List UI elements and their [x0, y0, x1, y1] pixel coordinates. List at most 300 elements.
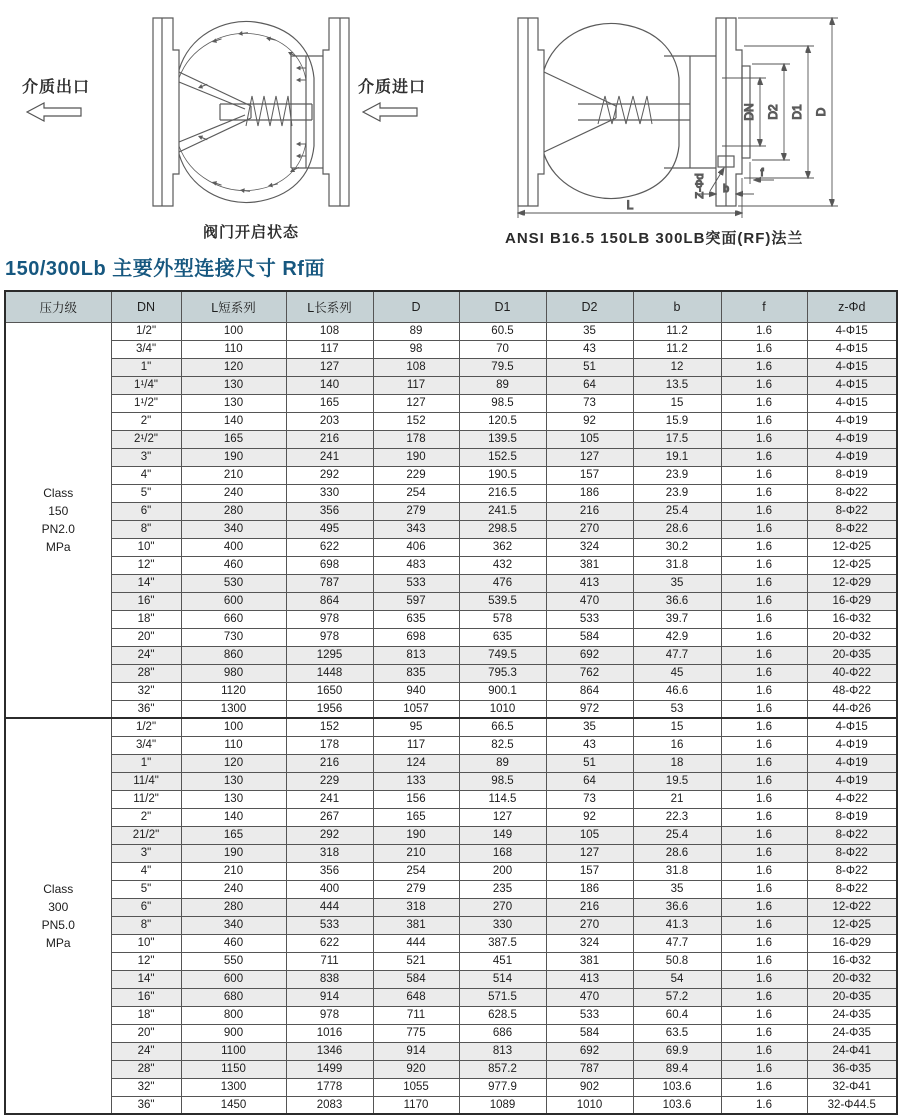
table-cell: 298.5 — [459, 520, 546, 538]
table-cell: 3/4" — [111, 340, 181, 358]
table-cell: 1150 — [181, 1060, 286, 1078]
table-cell: 15.9 — [633, 412, 721, 430]
table-cell: 3" — [111, 844, 181, 862]
table-cell: 1.6 — [721, 844, 807, 862]
table-cell: 117 — [373, 376, 459, 394]
table-cell: 1170 — [373, 1096, 459, 1114]
table-cell: 240 — [181, 880, 286, 898]
table-cell: 8" — [111, 520, 181, 538]
table-cell: 127 — [286, 358, 373, 376]
table-cell: 20-Φ32 — [807, 970, 897, 988]
table-cell: 254 — [373, 862, 459, 880]
pressure-class-cell — [5, 718, 111, 1114]
table-cell: 280 — [181, 898, 286, 916]
valve-dimension-drawing — [498, 6, 846, 222]
table-cell: 1.6 — [721, 682, 807, 700]
table-cell: 1¹/4" — [111, 376, 181, 394]
table-cell: 24" — [111, 646, 181, 664]
table-cell: 100 — [181, 718, 286, 736]
table-row — [5, 502, 897, 520]
table-cell: 864 — [286, 592, 373, 610]
dim-label-f: f — [760, 167, 764, 179]
table-cell: 1346 — [286, 1042, 373, 1060]
pressure-class-cell — [5, 322, 111, 718]
table-cell: 2¹/2" — [111, 430, 181, 448]
table-cell: 762 — [546, 664, 633, 682]
table-cell: 1.6 — [721, 808, 807, 826]
table-cell: 1.6 — [721, 556, 807, 574]
table-cell: 1.6 — [721, 916, 807, 934]
table-cell: 460 — [181, 556, 286, 574]
table-cell: 2083 — [286, 1096, 373, 1114]
table-cell: 413 — [546, 970, 633, 988]
table-cell: 1" — [111, 358, 181, 376]
table-cell: 857.2 — [459, 1060, 546, 1078]
pressure-class-line: PN2.0 — [41, 521, 75, 536]
table-cell: 20-Φ32 — [807, 628, 897, 646]
table-cell: 381 — [546, 952, 633, 970]
table-cell: 210 — [373, 844, 459, 862]
table-cell: 11/4" — [111, 772, 181, 790]
table-cell: 1.6 — [721, 646, 807, 664]
dimensions-table — [4, 290, 898, 1115]
table-cell: 12" — [111, 952, 181, 970]
pressure-class-line: 300 — [48, 900, 69, 914]
table-cell: 330 — [286, 484, 373, 502]
table-row — [5, 754, 897, 772]
table-cell: 530 — [181, 574, 286, 592]
table-cell: 178 — [373, 430, 459, 448]
table-row — [5, 934, 897, 952]
column-header: D — [373, 291, 459, 322]
table-cell: 216 — [546, 898, 633, 916]
table-cell: 31.8 — [633, 862, 721, 880]
table-row — [5, 538, 897, 556]
table-cell: 127 — [546, 844, 633, 862]
table-cell: 1.6 — [721, 754, 807, 772]
table-cell: 12-Φ25 — [807, 916, 897, 934]
table-cell: 1/2" — [111, 322, 181, 340]
table-cell: 1956 — [286, 700, 373, 718]
table-row — [5, 790, 897, 808]
table-cell: 1089 — [459, 1096, 546, 1114]
table-cell: 813 — [459, 1042, 546, 1060]
table-cell: 584 — [546, 628, 633, 646]
table-cell: 1295 — [286, 646, 373, 664]
table-cell: 533 — [546, 1006, 633, 1024]
table-cell: 749.5 — [459, 646, 546, 664]
table-row — [5, 844, 897, 862]
table-cell: 1.6 — [721, 628, 807, 646]
table-cell: 165 — [181, 430, 286, 448]
table-cell: 692 — [546, 1042, 633, 1060]
table-cell: 152 — [373, 412, 459, 430]
table-cell: 686 — [459, 1024, 546, 1042]
table-cell: 1.6 — [721, 988, 807, 1006]
column-header: b — [633, 291, 721, 322]
page-title: 150/300Lb 主要外型连接尺寸 Rf面 — [5, 258, 325, 280]
table-row — [5, 916, 897, 934]
table-cell: 12-Φ25 — [807, 538, 897, 556]
table-cell: 4-Φ15 — [807, 718, 897, 736]
table-cell: 476 — [459, 574, 546, 592]
table-cell: 130 — [181, 772, 286, 790]
table-cell: 1.6 — [721, 934, 807, 952]
table-cell: 533 — [546, 610, 633, 628]
table-cell: 1.6 — [721, 592, 807, 610]
table-cell: 32-Φ41 — [807, 1078, 897, 1096]
table-cell: 8-Φ22 — [807, 862, 897, 880]
table-row — [5, 862, 897, 880]
table-cell: 11.2 — [633, 322, 721, 340]
valve-cross-section-drawing — [150, 8, 352, 216]
table-cell: 4-Φ19 — [807, 412, 897, 430]
table-cell: 165 — [181, 826, 286, 844]
table-cell: 432 — [459, 556, 546, 574]
table-cell: 152.5 — [459, 448, 546, 466]
table-row — [5, 1006, 897, 1024]
table-cell: 216 — [286, 430, 373, 448]
table-cell: 406 — [373, 538, 459, 556]
table-cell: 4-Φ15 — [807, 340, 897, 358]
table-cell: 165 — [286, 394, 373, 412]
table-cell: 902 — [546, 1078, 633, 1096]
table-cell: 1016 — [286, 1024, 373, 1042]
table-cell: 270 — [546, 916, 633, 934]
table-cell: 444 — [286, 898, 373, 916]
table-cell: 381 — [546, 556, 633, 574]
table-cell: 920 — [373, 1060, 459, 1078]
table-cell: 10" — [111, 538, 181, 556]
table-row — [5, 412, 897, 430]
table-cell: 95 — [373, 718, 459, 736]
table-cell: 98.5 — [459, 394, 546, 412]
table-cell: 16-Φ29 — [807, 592, 897, 610]
table-cell: 216.5 — [459, 484, 546, 502]
table-cell: 1" — [111, 754, 181, 772]
table-cell: 51 — [546, 358, 633, 376]
table-cell: 1.6 — [721, 412, 807, 430]
table-header-row — [5, 291, 897, 322]
table-cell: 8-Φ22 — [807, 844, 897, 862]
table-row — [5, 1024, 897, 1042]
table-cell: 8-Φ22 — [807, 484, 897, 502]
table-cell: 400 — [181, 538, 286, 556]
table-row — [5, 466, 897, 484]
table-cell: 330 — [459, 916, 546, 934]
table-cell: 470 — [546, 988, 633, 1006]
table-cell: 978 — [286, 628, 373, 646]
table-cell: 795.3 — [459, 664, 546, 682]
table-cell: 1.6 — [721, 700, 807, 718]
table-cell: 1055 — [373, 1078, 459, 1096]
table-cell: 20" — [111, 1024, 181, 1042]
table-cell: 318 — [373, 898, 459, 916]
table-cell: 483 — [373, 556, 459, 574]
table-row — [5, 610, 897, 628]
column-header: f — [721, 291, 807, 322]
table-cell: 584 — [373, 970, 459, 988]
table-cell: 8-Φ19 — [807, 808, 897, 826]
table-cell: 98.5 — [459, 772, 546, 790]
table-cell: 270 — [546, 520, 633, 538]
table-cell: 24" — [111, 1042, 181, 1060]
table-cell: 860 — [181, 646, 286, 664]
table-cell: 787 — [546, 1060, 633, 1078]
table-cell: 977.9 — [459, 1078, 546, 1096]
table-cell: 127 — [373, 394, 459, 412]
table-cell: 127 — [546, 448, 633, 466]
table-cell: 47.7 — [633, 934, 721, 952]
table-cell: 800 — [181, 1006, 286, 1024]
table-cell: 635 — [459, 628, 546, 646]
table-cell: 89 — [459, 376, 546, 394]
table-cell: 41.3 — [633, 916, 721, 934]
table-cell: 117 — [286, 340, 373, 358]
table-cell: 838 — [286, 970, 373, 988]
table-cell: 254 — [373, 484, 459, 502]
table-cell: 521 — [373, 952, 459, 970]
table-cell: 54 — [633, 970, 721, 988]
table-cell: 120 — [181, 754, 286, 772]
table-row — [5, 394, 897, 412]
table-row — [5, 988, 897, 1006]
table-cell: 18" — [111, 610, 181, 628]
table-cell: 1.6 — [721, 1024, 807, 1042]
table-cell: 4-Φ19 — [807, 430, 897, 448]
table-row — [5, 826, 897, 844]
table-cell: 24-Φ35 — [807, 1006, 897, 1024]
table-row — [5, 700, 897, 718]
table-cell: 1.6 — [721, 826, 807, 844]
table-cell: 324 — [546, 934, 633, 952]
table-cell: 190 — [181, 844, 286, 862]
table-cell: 6" — [111, 898, 181, 916]
table-cell: 12-Φ25 — [807, 556, 897, 574]
table-row — [5, 880, 897, 898]
table-row — [5, 358, 897, 376]
table-cell: 1.6 — [721, 880, 807, 898]
table-cell: 1.6 — [721, 1042, 807, 1060]
table-cell: 978 — [286, 610, 373, 628]
table-cell: 4-Φ15 — [807, 322, 897, 340]
table-cell: 178 — [286, 736, 373, 754]
table-cell: 32" — [111, 682, 181, 700]
table-cell: 1.6 — [721, 520, 807, 538]
table-cell: 14" — [111, 970, 181, 988]
table-cell: 98 — [373, 340, 459, 358]
table-cell: 20-Φ35 — [807, 988, 897, 1006]
pressure-class-line: Class — [43, 882, 74, 896]
table-cell: 279 — [373, 880, 459, 898]
table-cell: 3/4" — [111, 736, 181, 754]
table-cell: 51 — [546, 754, 633, 772]
table-cell: 1.6 — [721, 574, 807, 592]
table-cell: 19.1 — [633, 448, 721, 466]
column-header: z-Φd — [807, 291, 897, 322]
table-cell: 89 — [459, 754, 546, 772]
table-cell: 46.6 — [633, 682, 721, 700]
table-cell: 578 — [459, 610, 546, 628]
table-cell: 1300 — [181, 700, 286, 718]
table-cell: 698 — [373, 628, 459, 646]
table-cell: 18 — [633, 754, 721, 772]
table-cell: 1450 — [181, 1096, 286, 1114]
table-cell: 12-Φ29 — [807, 574, 897, 592]
table-row — [5, 718, 897, 736]
table-cell: 19.5 — [633, 772, 721, 790]
table-cell: 730 — [181, 628, 286, 646]
table-cell: 89.4 — [633, 1060, 721, 1078]
column-header: D1 — [459, 291, 546, 322]
table-cell: 66.5 — [459, 718, 546, 736]
table-cell: 241.5 — [459, 502, 546, 520]
table-cell: 8-Φ22 — [807, 826, 897, 844]
table-cell: 8" — [111, 916, 181, 934]
table-row — [5, 376, 897, 394]
table-cell: 1.6 — [721, 466, 807, 484]
table-row — [5, 448, 897, 466]
table-cell: 36" — [111, 1096, 181, 1114]
table-cell: 1.6 — [721, 772, 807, 790]
table-cell: 460 — [181, 934, 286, 952]
table-cell: 36" — [111, 700, 181, 718]
table-cell: 813 — [373, 646, 459, 664]
table-cell: 120 — [181, 358, 286, 376]
table-cell: 1100 — [181, 1042, 286, 1060]
table-cell: 1010 — [459, 700, 546, 718]
table-cell: 157 — [546, 862, 633, 880]
table-cell: 1778 — [286, 1078, 373, 1096]
table-cell: 692 — [546, 646, 633, 664]
table-cell: 186 — [546, 484, 633, 502]
table-cell: 43 — [546, 340, 633, 358]
table-cell: 1.6 — [721, 1060, 807, 1078]
table-cell: 8-Φ22 — [807, 520, 897, 538]
figures-row — [0, 0, 900, 250]
table-cell: 110 — [181, 736, 286, 754]
table-cell: 533 — [373, 574, 459, 592]
table-cell: 343 — [373, 520, 459, 538]
table-cell: 241 — [286, 448, 373, 466]
table-cell: 20-Φ35 — [807, 646, 897, 664]
table-cell: 495 — [286, 520, 373, 538]
table-cell: 157 — [546, 466, 633, 484]
table-cell: 1.6 — [721, 430, 807, 448]
table-cell: 1448 — [286, 664, 373, 682]
table-cell: 70 — [459, 340, 546, 358]
table-cell: 1300 — [181, 1078, 286, 1096]
table-cell: 470 — [546, 592, 633, 610]
table-cell: 1.6 — [721, 664, 807, 682]
table-cell: 1120 — [181, 682, 286, 700]
table-cell: 1¹/2" — [111, 394, 181, 412]
pressure-class-line: MPa — [45, 539, 71, 554]
table-cell: 622 — [286, 934, 373, 952]
table-row — [5, 340, 897, 358]
table-cell: 42.9 — [633, 628, 721, 646]
table-row — [5, 628, 897, 646]
table-cell: 35 — [546, 322, 633, 340]
table-cell: 600 — [181, 970, 286, 988]
table-cell: 16" — [111, 592, 181, 610]
table-cell: 25.4 — [633, 502, 721, 520]
table-cell: 292 — [286, 466, 373, 484]
table-cell: 1.6 — [721, 736, 807, 754]
table-row — [5, 592, 897, 610]
table-cell: 4-Φ19 — [807, 754, 897, 772]
table-cell: 79.5 — [459, 358, 546, 376]
table-cell: 292 — [286, 826, 373, 844]
table-cell: 14" — [111, 574, 181, 592]
table-cell: 241 — [286, 790, 373, 808]
table-cell: 210 — [181, 466, 286, 484]
table-cell: 28.6 — [633, 520, 721, 538]
table-cell: 280 — [181, 502, 286, 520]
table-cell: 1.6 — [721, 790, 807, 808]
table-cell: 444 — [373, 934, 459, 952]
table-cell: 16-Φ32 — [807, 610, 897, 628]
table-cell: 69.9 — [633, 1042, 721, 1060]
table-cell: 47.7 — [633, 646, 721, 664]
table-cell: 1.6 — [721, 1096, 807, 1114]
table-cell: 318 — [286, 844, 373, 862]
table-cell: 28" — [111, 664, 181, 682]
table-cell: 16 — [633, 736, 721, 754]
dim-label-dn: DN — [742, 103, 756, 121]
table-cell: 168 — [459, 844, 546, 862]
table-cell: 190 — [373, 448, 459, 466]
table-cell: 16-Φ32 — [807, 952, 897, 970]
table-cell: 15 — [633, 394, 721, 412]
table-row — [5, 322, 897, 340]
table-cell: 1.6 — [721, 322, 807, 340]
table-cell: 92 — [546, 412, 633, 430]
table-cell: 4-Φ15 — [807, 394, 897, 412]
table-cell: 6" — [111, 502, 181, 520]
table-row — [5, 772, 897, 790]
table-cell: 24-Φ35 — [807, 1024, 897, 1042]
table-cell: 18" — [111, 1006, 181, 1024]
table-cell: 127 — [459, 808, 546, 826]
outlet-flow-arrow-icon — [26, 102, 82, 122]
table-cell: 381 — [373, 916, 459, 934]
table-cell: 156 — [373, 790, 459, 808]
table-cell: 165 — [373, 808, 459, 826]
table-cell: 23.9 — [633, 466, 721, 484]
table-row — [5, 520, 897, 538]
table-row — [5, 1042, 897, 1060]
table-cell: 1.6 — [721, 1006, 807, 1024]
table-cell: 2" — [111, 808, 181, 826]
table-cell: 48-Φ22 — [807, 682, 897, 700]
table-cell: 108 — [286, 322, 373, 340]
table-cell: 362 — [459, 538, 546, 556]
table-cell: 1.6 — [721, 394, 807, 412]
table-cell: 186 — [546, 880, 633, 898]
pressure-class-line: 150 — [48, 503, 69, 518]
table-cell: 1.6 — [721, 358, 807, 376]
table-cell: 103.6 — [633, 1078, 721, 1096]
table-cell: 190.5 — [459, 466, 546, 484]
table-cell: 57.2 — [633, 988, 721, 1006]
table-cell: 21 — [633, 790, 721, 808]
table-cell: 8-Φ19 — [807, 466, 897, 484]
dim-label-d: D — [814, 107, 828, 117]
column-header: D2 — [546, 291, 633, 322]
table-cell: 864 — [546, 682, 633, 700]
table-row — [5, 898, 897, 916]
